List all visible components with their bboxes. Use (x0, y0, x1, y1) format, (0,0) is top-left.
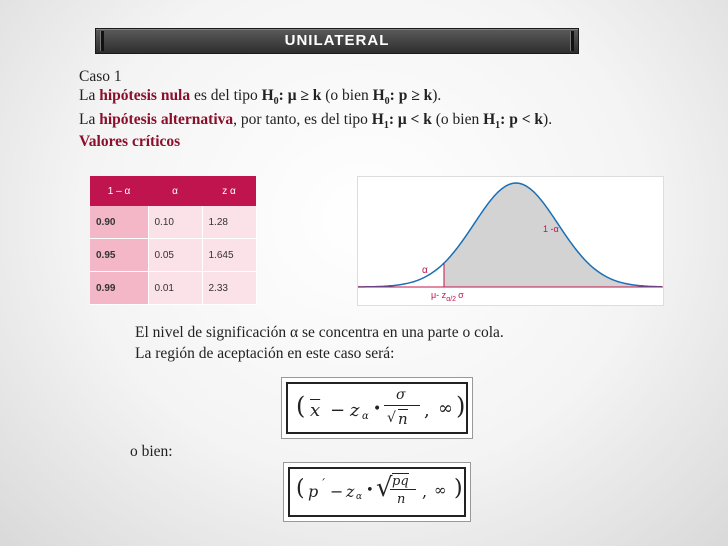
table-row (90, 239, 256, 272)
table-row (90, 272, 256, 305)
significance-text: El nivel de significación α se concentra en una parte o cola. (135, 324, 504, 341)
alt-hypothesis-term: hipótesis alternativa (99, 111, 234, 128)
table-row (90, 206, 256, 239)
l2-g: H (483, 111, 496, 128)
label-alpha: α (422, 265, 428, 276)
obien-text: o bien: (130, 443, 173, 460)
l1-h: : p ≥ k (389, 87, 433, 104)
l2-a: La (79, 111, 100, 128)
l1-g-sub: 0 (384, 96, 390, 108)
l2-d: H (371, 111, 384, 128)
fx2-infinity: ∞ (434, 481, 447, 499)
table-cell: 0.90 (90, 206, 148, 239)
fx-minus: − (330, 400, 346, 421)
title-bar (95, 28, 579, 54)
label-acceptance: 1 -α (543, 224, 559, 234)
label-axis-sub: α/2 (446, 296, 457, 303)
l2-g-sub: 1 (495, 120, 501, 132)
table-cell: 0.10 (148, 206, 202, 239)
fx-z: z (350, 400, 360, 421)
l1-g: H (372, 87, 385, 104)
paren-close: ) (456, 392, 466, 420)
fx2-prime: ´ (320, 477, 326, 491)
col-header-alpha: α (148, 176, 202, 206)
critical-values-table (90, 176, 257, 305)
l2-e: : μ < k (388, 111, 432, 128)
fx2-fraction-bar (390, 489, 416, 490)
fx2-dot: • (366, 483, 374, 498)
fx2-minus: − (330, 482, 344, 501)
paren-open-2: ( (296, 476, 305, 501)
l1-i: ). (432, 87, 442, 104)
l1-d: H (261, 87, 274, 104)
fx2-z-sub: α (356, 492, 363, 502)
normal-distribution-figure (357, 176, 664, 306)
fx2-z: z (346, 482, 355, 501)
l1-a: La (79, 87, 100, 104)
table-cell: 0.99 (90, 272, 148, 305)
table-cell: 2.33 (202, 272, 256, 305)
table-cell: 0.01 (148, 272, 202, 305)
normal-curve-svg (358, 177, 663, 305)
label-critical-value (431, 290, 464, 303)
fx-infinity: ∞ (438, 398, 453, 419)
table-cell: 0.05 (148, 239, 202, 272)
fx2-pq: pq (392, 474, 409, 489)
table-header-row (90, 176, 256, 206)
l1-c: es del tipo (190, 87, 262, 104)
l1-e: : μ ≥ k (278, 87, 322, 104)
col-header-z: z α (202, 176, 256, 206)
fx-fraction-bar (384, 405, 420, 406)
paren-close-2: ) (454, 476, 463, 501)
slide-title: UNILATERAL (284, 32, 390, 49)
l2-f: (o bien (431, 111, 484, 128)
null-hypothesis-line (79, 86, 441, 111)
fx-n: n (398, 410, 408, 428)
formula-mean (281, 377, 473, 439)
l1-f: (o bien (321, 87, 373, 104)
fx2-n: n (397, 492, 406, 507)
acceptance-region-shade (444, 183, 663, 287)
fx-dot: • (373, 401, 382, 417)
acceptance-text: La región de aceptación en este caso será: (135, 345, 395, 362)
label-axis-main: μ- z (431, 290, 447, 300)
table-cell: 1.645 (202, 239, 256, 272)
col-header-confidence: 1 – α (90, 176, 148, 206)
fx2-sqrt: √ (376, 473, 393, 503)
l2-d-sub: 1 (383, 120, 389, 132)
fx-comma: , (424, 400, 430, 421)
fx-xbar: $\overline{x}$ (310, 400, 321, 421)
fx-z-sub: α (362, 411, 369, 422)
caso-label: Caso 1 (79, 68, 122, 85)
paren-open: ( (296, 392, 306, 420)
null-hypothesis-term: hipótesis nula (99, 87, 191, 104)
l2-c: , por tanto, es del tipo (233, 111, 372, 128)
l2-h: : p < k (500, 111, 544, 128)
valores-criticos-heading: Valores críticos (79, 133, 181, 150)
label-axis-sigma: σ (458, 290, 464, 300)
table-cell: 0.95 (90, 239, 148, 272)
formula-proportion (283, 462, 471, 522)
l2-i: ). (543, 111, 553, 128)
fx-sqrt: √ (387, 410, 396, 426)
table-cell: 1.28 (202, 206, 256, 239)
fx2-comma: , (422, 482, 428, 501)
fx-sigma: σ (396, 387, 406, 403)
fx2-p: p (308, 482, 319, 501)
l1-d-sub: 0 (273, 96, 279, 108)
title-bar-stripe-right (570, 31, 574, 51)
